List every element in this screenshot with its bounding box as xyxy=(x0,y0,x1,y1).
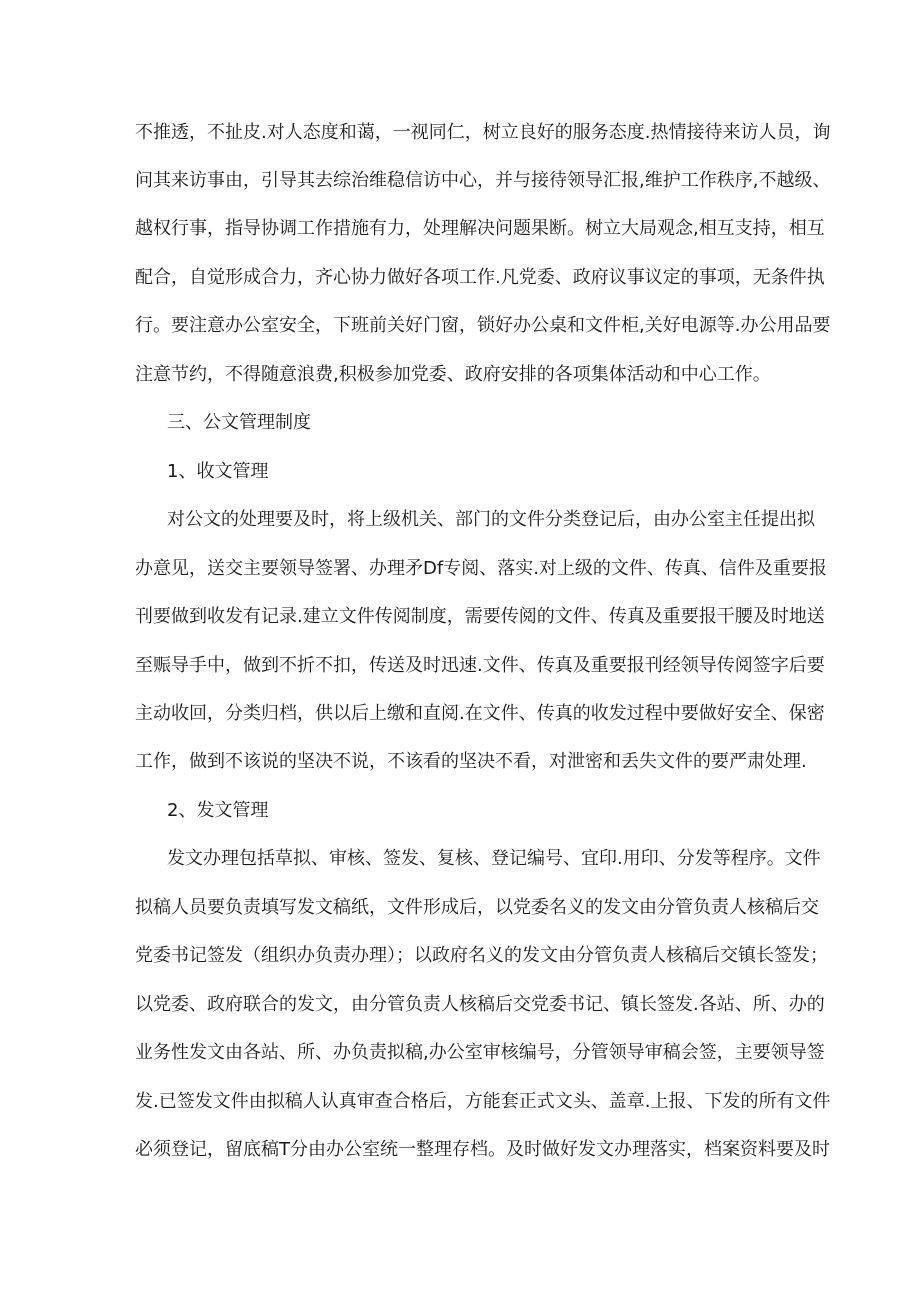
paragraph-line: 配合，自觉形成合力，齐心协力做好各项工作.凡党委、政府议事议定的事项，无条件执 xyxy=(135,267,825,288)
paragraph-line: 发.已签发文件由拟稿人认真审查合格后，方能套正式文头、盖章.上报、下发的所有文件 xyxy=(135,1091,831,1112)
paragraph-line: 不推透，不扯皮.对人态度和蔼，一视同仁，树立良好的服务态度.热情接待来访人员，询 xyxy=(135,122,831,143)
paragraph-line: 问其来访事由，引导其去综治维稳信访中心，并与接待领导汇报,维护工作秩序,不越级、 xyxy=(135,170,831,191)
paragraph-line: 党委书记签发（组织办负责办理）；以政府名义的发文由分管负责人核稿后交镇长签发； xyxy=(135,945,828,966)
paragraph-line: 业务性发文由各站、所、办负责拟稿,办公室审核编号，分管领导审稿会签，主要领导签 xyxy=(135,1042,825,1063)
paragraph-line: 至赈导手中，做到不折不扣，传送及时迅速.文件、传真及重要报刊经领导传阅签字后要 xyxy=(135,655,825,676)
paragraph-line: 拟稿人员要负责填写发文稿纸，文件形成后，以党委名义的发文由分管负责人核稿后交 xyxy=(135,897,819,918)
paragraph-line: 注意节约，不得随意浪费,积极参加党委、政府安排的各项集体活动和中心工作。 xyxy=(135,364,771,385)
section-heading: 三、公文管理制度 xyxy=(167,412,311,433)
paragraph-line: 对公文的处理要及时，将上级机关、部门的文件分类登记后，由办公室主任提出拟 xyxy=(167,509,815,530)
paragraph-line: 主动收回，分类归档，供以后上缴和直阅.在文件、传真的收发过程中要做好安全、保密 xyxy=(135,703,825,724)
paragraph-line: 发文办理包括草拟、审核、签发、复核、登记编号、宜印.用印、分发等程序。文件 xyxy=(167,848,821,869)
paragraph-line: 行。要注意办公室安全，下班前关好门窗，锁好办公桌和文件柜,关好电源等.办公用品要 xyxy=(135,315,831,336)
paragraph-line: 办意见，送交主要领导签署、办理矛Df专阅、落实.对上级的文件、传真、信件及重要报 xyxy=(135,558,827,579)
paragraph-line: 刊要做到收发有记录.建立文件传阅制度，需要传阅的文件、传真及重要报干腰及时地送 xyxy=(135,606,825,627)
subsection-heading: 2、发文管理 xyxy=(167,800,269,821)
paragraph-line: 越权行事，指导协调工作措施有力，处理解决问题果断。树立大局观念,相互支持，相互 xyxy=(135,218,825,239)
paragraph-line: 必须登记，留底稿T分由办公室统一整理存档。及时做好发文办理落实，档案资料要及时 xyxy=(135,1139,830,1160)
paragraph-line: 工作，做到不该说的坚决不说，不该看的坚决不看，对泄密和丢失文件的要严肃处理. xyxy=(135,751,807,772)
paragraph-line: 以党委、政府联合的发文，由分管负责人核稿后交党委书记、镇长签发.各站、所、办的 xyxy=(135,994,825,1015)
subsection-heading: 1、收文管理 xyxy=(167,461,269,482)
